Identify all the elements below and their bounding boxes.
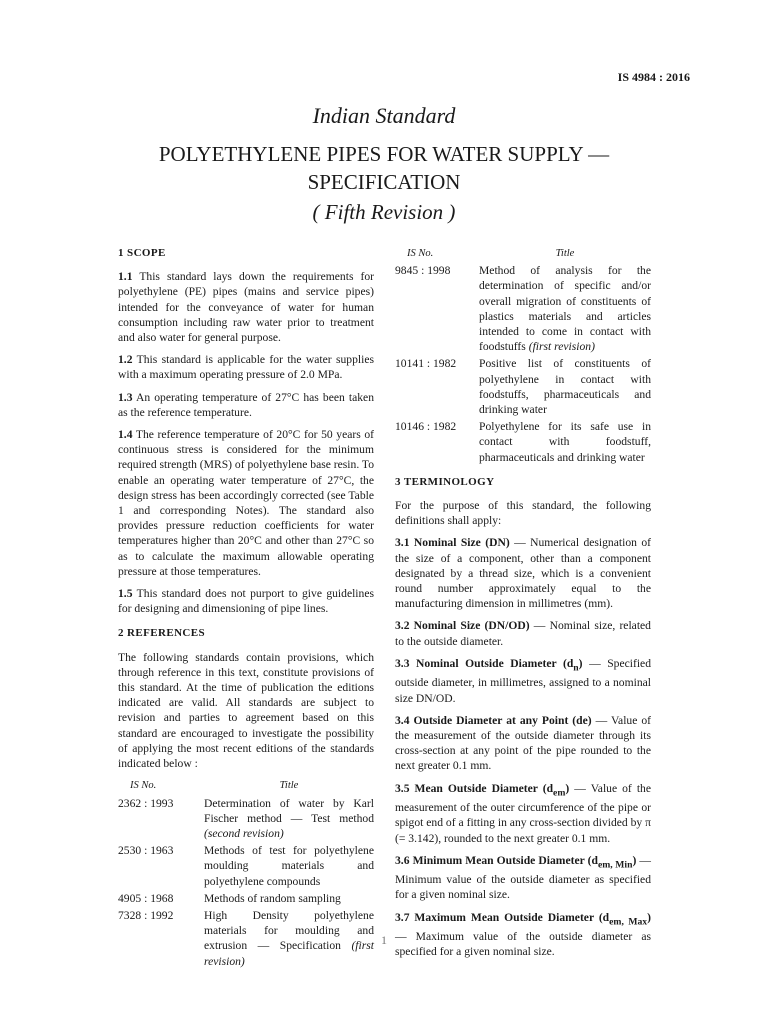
clause-1-4 xyxy=(118,427,374,579)
column-header-title: Title xyxy=(279,780,299,792)
reference-row xyxy=(395,356,651,417)
section-heading-terminology: 3 TERMINOLOGY xyxy=(395,475,495,488)
reference-row xyxy=(118,796,374,842)
page-number: 1 xyxy=(381,933,387,947)
definition-3-4 xyxy=(395,713,651,774)
document-title xyxy=(60,140,708,196)
clause-text: The reference temperature of 20°C for 50 years of continuous stress is considered for the minimum required strength (MRS) of polyethylene base resin. To enable an operating water temperature of 27°C, the design stress has been accordingly corrected (see Table 1 and corresponding Notes). The standard also provides pressure reduction coefficients for water temperatures higher than 20°C and other than 27°C so as to calculate the maximum allowable operating pressure at those temperatures. xyxy=(118,428,374,578)
definition-text: — Nominal size, related to the outside diameter. xyxy=(395,619,651,648)
definition-term: 3.7 Maximum Mean Outside Diameter $(d_{em, Max})$ xyxy=(395,910,651,927)
reference-title: Methods of random sampling xyxy=(204,891,341,905)
definition-text: — Numerical designation of the size of a component, other than a component designated by a thread size, which is a convenient round number approximately equal to the manufacturing dimension in millimetres (mm). xyxy=(395,536,651,611)
definition-term: 3.3 Nominal Outside Diameter $(d_n)$ xyxy=(395,656,583,674)
reference-title: Method of analysis for the determination of specific and/or overall migration of constituents of plastics materials and articles intended to come in contact with foodstuffs (first revision) xyxy=(479,264,651,354)
reference-revision-note: (first revision) xyxy=(204,939,374,968)
reference-number: 9845 : 1998 xyxy=(395,264,451,278)
reference-number: 10141 : 1982 xyxy=(395,357,457,371)
reference-revision-note: (second revision) xyxy=(204,826,284,840)
clause-text: This standard does not purport to give guidelines for designing and dimensioning of pipe lines. xyxy=(118,587,374,616)
definition-term: 3.4 Outside Diameter at any Point (de) xyxy=(395,713,592,727)
definition-3-6 xyxy=(395,853,651,903)
clause-1-3 xyxy=(118,390,374,420)
right-column xyxy=(395,246,651,967)
definition-text: — Specified outside diameter, in millimetres, assigned to a nominal size DN/OD. xyxy=(395,656,651,705)
reference-row xyxy=(118,843,374,889)
title-line-2: SPECIFICATION xyxy=(307,170,461,194)
references-table-header xyxy=(395,246,651,261)
references-list xyxy=(395,263,651,465)
definition-3-2 xyxy=(395,618,651,648)
definition-text: — Value of the measurement of the outside diameter through its cross-section at any point of the pipe rounded to the next greater 0.1 mm. xyxy=(395,713,651,773)
reference-row xyxy=(395,263,651,354)
reference-revision-note: (first revision) xyxy=(528,340,595,354)
column-header-is-no: IS No. xyxy=(130,780,157,792)
left-column xyxy=(118,246,374,971)
reference-row xyxy=(118,891,374,906)
reference-number: 2530 : 1963 xyxy=(118,844,174,858)
reference-title: Polyethylene for its safe use in contact with foodstuff, pharmaceuticals and drinking water xyxy=(479,420,651,464)
clause-text: This standard lays down the requirements for polyethylene (PE) pipes (mains and service pipes) intended for the conveyance of water for human consumption including raw water prior to treatment and also water for general purpose. xyxy=(118,270,374,345)
references-list xyxy=(118,796,374,969)
title-line-1: POLYETHYLENE PIPES FOR WATER SUPPLY — xyxy=(158,142,610,166)
clause-1-2 xyxy=(118,352,374,382)
reference-number: 7328 : 1992 xyxy=(118,908,174,922)
references-table-header xyxy=(118,778,374,793)
definition-term: 3.5 Mean Outside Diameter $(d_{em})$ xyxy=(395,781,570,798)
reference-title: Determination of water by Karl Fischer method — Test method (second revision) xyxy=(204,796,374,840)
definition-3-1 xyxy=(395,535,651,611)
section-heading-scope: 1 SCOPE xyxy=(118,247,166,259)
clause-1-5 xyxy=(118,586,374,616)
definition-3-5 xyxy=(395,781,651,846)
clause-number: 1.2 xyxy=(118,353,133,367)
definition-term: 3.1 Nominal Size (DN) xyxy=(395,536,510,550)
terminology-intro: For the purpose of this standard, the following definitions shall apply: xyxy=(395,499,651,528)
definition-3-3 xyxy=(395,656,651,706)
clause-1-1 xyxy=(118,269,374,345)
definition-term: 3.6 Minimum Mean Outside Diameter $(d_{em, Min})$ xyxy=(395,853,637,871)
clause-number: 1.4 xyxy=(118,428,133,442)
clause-text: This standard is applicable for the water supplies with a maximum operating pressure of 2.0 MPa. xyxy=(118,353,374,382)
clause-number: 1.5 xyxy=(118,587,133,601)
indian-standard-label: Indian Standard xyxy=(312,103,456,128)
reference-row xyxy=(395,419,651,465)
clause-number: 1.1 xyxy=(118,270,133,284)
reference-title: Positive list of constituents of polyethylene in contact with foodstuffs, pharmaceuticals and drinking water xyxy=(479,357,651,417)
definition-3-7 xyxy=(395,910,651,960)
definition-text: — Value of the measurement of the outer circumference of the pipe or spigot end of a fitting in any cross-section divided by π (= 3.142), rounded to the next greater 0.1 mm. xyxy=(395,781,651,845)
definition-term: 3.2 Nominal Size (DN/OD) xyxy=(395,619,530,633)
definition-text: — Minimum value of the outside diameter as specified for a given nominal size. xyxy=(395,853,652,902)
definition-text: — Maximum value of the outside diameter as specified for a given nominal size. xyxy=(395,930,651,959)
reference-number: 2362 : 1993 xyxy=(118,796,174,810)
reference-row xyxy=(118,908,374,969)
references-intro: The following standards contain provisions, which through reference in this text, constitute provisions of this standard. At the time of publication the editions indicated are valid. All standards are subject to revision and parties to agreement based on this standard are encouraged to investigate the possibility of applying the most recent editions of the standards indicated below : xyxy=(118,650,374,771)
reference-number: 10146 : 1982 xyxy=(395,420,457,434)
clause-text: An operating temperature of 27°C has been taken as the reference temperature. xyxy=(118,390,375,419)
standard-number: IS 4984 : 2016 xyxy=(617,70,690,84)
column-header-title: Title xyxy=(555,248,575,259)
reference-title: High Density polyethylene materials for moulding and extrusion — Specification (first revision) xyxy=(204,908,374,968)
column-header-is-no: IS No. xyxy=(407,248,434,259)
clause-number: 1.3 xyxy=(118,390,133,404)
section-heading-references: 2 REFERENCES xyxy=(118,627,206,640)
reference-title: Methods of test for polyethylene moulding materials and polyethylene compounds xyxy=(204,844,374,888)
revision-label: ( Fifth Revision ) xyxy=(312,200,456,224)
reference-number: 4905 : 1968 xyxy=(118,891,174,905)
